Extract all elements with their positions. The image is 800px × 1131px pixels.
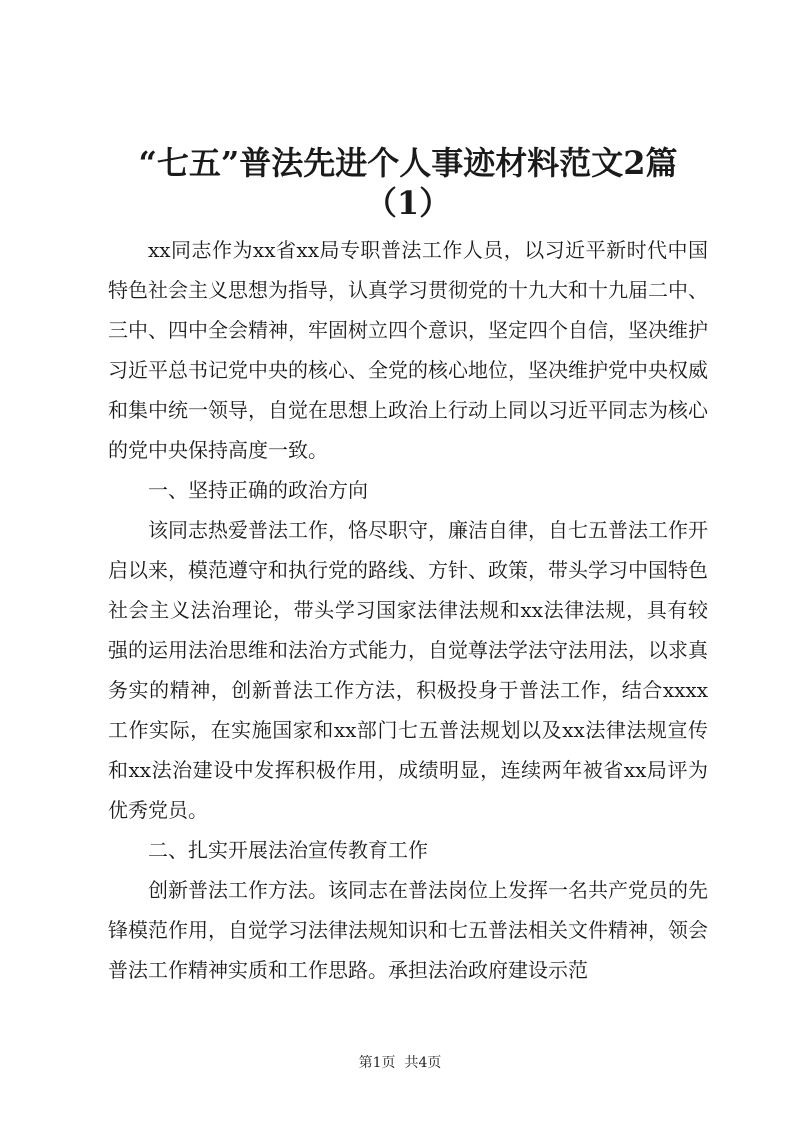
paragraph-intro: xx同志作为xx省xx局专职普法工作人员，以习近平新时代中国特色社会主义思想为指导，认真学习贯彻党的十九大和十九届二中、三中、四中全会精神，牢固树立四个意识，坚定四个自信，坚决维护习近平总书记党中央的核心、全党的核心地位，坚决维护党中央权威和集中统一领导，自觉在思想上政治上行动上同以习近平同志为核心的党中央保持高度一致。 xyxy=(108,238,708,462)
page-footer xyxy=(0,1053,800,1073)
section-heading-1: 一、坚持正确的政治方向 xyxy=(148,478,368,502)
document-body xyxy=(108,230,708,990)
paragraph-section-2: 创新普法工作方法。该同志在普法岗位上发挥一名共产党员的先锋模范作用，自觉学习法律法规知识和七五普法相关文件精神，领会普法工作精神实质和工作思路。承担法治政府建设示范 xyxy=(108,878,708,982)
section-heading-2: 二、扎实开展法治宣传教育工作 xyxy=(148,838,428,862)
paragraph-section-1: 该同志热爱普法工作，恪尽职守，廉洁自律，自七五普法工作开启以来，模范遵守和执行党的路线、方针、政策，带头学习中国特色社会主义法治理论，带头学习国家法律法规和xx法律法规，具有较强的运用法治思维和法治方式能力，自觉尊法学法守法用法，以求真务实的精神，创新普法工作方法，积极投身于普法工作，结合xxxx工作实际，在实施国家和xx部门七五普法规划以及xx法律法规宣传和xx法治建设中发挥积极作用，成绩明显，连续两年被省xx局评为优秀党员。 xyxy=(108,518,708,822)
document-title-line-2: （1） xyxy=(364,184,452,222)
document-title-line-1: “七五”普法先进个人事迹材料范文2篇 xyxy=(138,144,678,182)
page-number-label: 第1页 共4页 xyxy=(358,1055,442,1071)
